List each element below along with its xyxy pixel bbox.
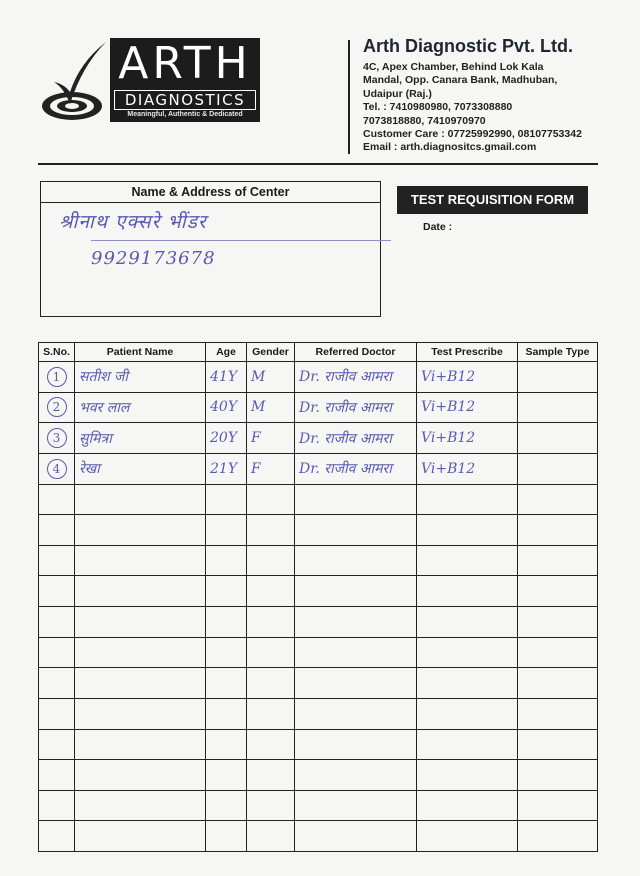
patient-name-cell[interactable] [75,698,206,729]
logo-wordmark: ARTH [118,38,252,89]
center-name-handwritten: श्रीनाथ एक्सरे भींडर [59,211,207,233]
doctor-cell[interactable] [295,607,417,638]
patient-name-cell[interactable] [75,760,206,791]
address-line: 4C, Apex Chamber, Behind Lok Kala [363,61,544,73]
test-cell[interactable] [417,637,518,668]
test-cell[interactable] [417,545,518,576]
age-cell[interactable] [206,698,247,729]
test-cell[interactable] [417,515,518,546]
sno-circle: 3 [47,428,67,448]
col-age: Age [206,343,247,362]
sno-cell [39,423,75,454]
patient-name-cell[interactable] [75,607,206,638]
test-cell[interactable]: Vi+B12 [417,392,518,423]
gender-cell[interactable] [247,821,295,852]
doctor-cell[interactable] [295,484,417,515]
phone-line: 7073818880, 7410970970 [363,114,486,127]
test-cell[interactable]: Vi+B12 [417,423,518,454]
table-row-empty[interactable] [39,729,598,760]
gender-cell[interactable] [247,484,295,515]
target-check-logo-icon [40,40,108,122]
company-name: Arth Diagnostic Pvt. Ltd. [363,36,574,56]
sample-cell[interactable] [518,760,598,791]
patient-name-cell[interactable]: सतीश जी [75,362,206,393]
test-cell[interactable] [417,668,518,699]
sno-cell[interactable] [39,637,75,668]
patient-name-cell[interactable] [75,821,206,852]
patient-name-cell[interactable] [75,576,206,607]
age-cell[interactable]: 41Y [206,362,247,393]
age-cell[interactable] [206,729,247,760]
sno-cell[interactable] [39,698,75,729]
age-cell[interactable] [206,637,247,668]
patient-name-cell[interactable]: भवर लाल [75,392,206,423]
phone-line: Tel. : 7410980980, 7073308880 [363,101,513,114]
table-row[interactable] [39,453,598,484]
doctor-cell[interactable]: Dr. राजीव आमरा [295,362,417,393]
patient-table [38,342,598,852]
sample-cell[interactable] [518,821,598,852]
table-row[interactable] [39,392,598,423]
sample-cell[interactable] [518,545,598,576]
patient-name-cell[interactable]: सुमित्रा [75,423,206,454]
table-row-empty[interactable] [39,515,598,546]
table-row-empty[interactable] [39,637,598,668]
table-row-empty[interactable] [39,790,598,821]
doctor-cell[interactable] [295,515,417,546]
doctor-cell[interactable]: Dr. राजीव आमरा [295,453,417,484]
age-cell[interactable]: 21Y [206,453,247,484]
doctor-cell[interactable] [295,821,417,852]
sample-cell[interactable] [518,576,598,607]
doctor-cell[interactable] [295,790,417,821]
doctor-cell[interactable] [295,545,417,576]
table-row-empty[interactable] [39,607,598,638]
table-row-empty[interactable] [39,545,598,576]
sno-cell[interactable] [39,821,75,852]
table-row-empty[interactable] [39,484,598,515]
sample-cell[interactable] [518,423,598,454]
age-cell[interactable]: 20Y [206,423,247,454]
table-row[interactable] [39,362,598,393]
doctor-cell[interactable]: Dr. राजीव आमरा [295,423,417,454]
test-cell[interactable] [417,729,518,760]
age-cell[interactable] [206,760,247,791]
test-cell[interactable] [417,760,518,791]
sno-cell[interactable] [39,576,75,607]
age-cell[interactable] [206,545,247,576]
col-sample-type: Sample Type [518,343,598,362]
center-phone-handwritten: 9929173678 [91,248,216,269]
sno-cell[interactable] [39,484,75,515]
center-details-box[interactable] [40,181,381,317]
gender-cell[interactable] [247,760,295,791]
brand-logo [110,38,260,122]
patient-name-cell[interactable] [75,790,206,821]
patient-name-cell[interactable] [75,668,206,699]
test-cell[interactable]: Vi+B12 [417,362,518,393]
age-cell[interactable] [206,790,247,821]
patient-name-cell[interactable] [75,729,206,760]
gender-cell[interactable] [247,790,295,821]
sno-cell [39,362,75,393]
patient-name-cell[interactable]: रेखा [75,453,206,484]
sample-cell[interactable] [518,790,598,821]
table-row-empty[interactable] [39,821,598,852]
form-title: TEST REQUISITION FORM [397,186,588,214]
gender-cell[interactable] [247,668,295,699]
doctor-cell[interactable] [295,576,417,607]
sample-cell[interactable] [518,362,598,393]
test-cell[interactable] [417,607,518,638]
gender-cell[interactable]: F [247,423,295,454]
center-heading: Name & Address of Center [41,182,380,203]
sample-cell[interactable] [518,515,598,546]
gender-cell[interactable]: F [247,453,295,484]
sample-cell[interactable] [518,729,598,760]
test-cell[interactable] [417,576,518,607]
gender-cell[interactable] [247,698,295,729]
table-row[interactable] [39,423,598,454]
age-cell[interactable] [206,515,247,546]
sample-cell[interactable] [518,698,598,729]
header-divider [348,40,350,154]
sno-circle: 2 [47,397,67,417]
sample-cell[interactable] [518,607,598,638]
sno-cell [39,453,75,484]
sno-cell[interactable] [39,607,75,638]
header-rule [38,163,598,165]
patient-name-cell[interactable] [75,515,206,546]
gender-cell[interactable]: M [247,392,295,423]
col-patient-name: Patient Name [75,343,206,362]
gender-cell[interactable] [247,545,295,576]
doctor-cell[interactable] [295,698,417,729]
test-cell[interactable] [417,484,518,515]
table-row-empty[interactable] [39,698,598,729]
sno-cell[interactable] [39,515,75,546]
sample-cell[interactable] [518,484,598,515]
email-line: Email : arth.diagnositcs.gmail.com [363,141,537,154]
sno-cell[interactable] [39,668,75,699]
sample-cell[interactable] [518,392,598,423]
test-cell[interactable]: Vi+B12 [417,453,518,484]
col-sno: S.No. [39,343,75,362]
age-cell[interactable] [206,668,247,699]
sno-circle: 1 [47,367,67,387]
sample-cell[interactable] [518,668,598,699]
patient-name-cell[interactable] [75,637,206,668]
center-underline [91,240,391,241]
gender-cell[interactable] [247,607,295,638]
doctor-cell[interactable] [295,760,417,791]
table-row-empty[interactable] [39,576,598,607]
test-cell[interactable] [417,698,518,729]
doctor-cell[interactable] [295,637,417,668]
sno-cell[interactable] [39,545,75,576]
logo-tagline: Meaningful, Authentic & Dedicated [127,111,243,118]
customer-care-line: Customer Care : 07725992990, 08107753342 [363,128,582,141]
col-referred-doctor: Referred Doctor [295,343,417,362]
doctor-cell[interactable] [295,668,417,699]
company-info [363,36,633,155]
sno-cell[interactable] [39,790,75,821]
age-cell[interactable] [206,821,247,852]
test-cell[interactable] [417,821,518,852]
age-cell[interactable] [206,484,247,515]
gender-cell[interactable]: M [247,362,295,393]
gender-cell[interactable] [247,576,295,607]
patient-name-cell[interactable] [75,545,206,576]
sno-cell[interactable] [39,760,75,791]
age-cell[interactable] [206,607,247,638]
table-row-empty[interactable] [39,668,598,699]
sno-circle: 4 [47,459,67,479]
table-header-row [39,343,598,362]
gender-cell[interactable] [247,515,295,546]
age-cell[interactable] [206,576,247,607]
sno-cell[interactable] [39,729,75,760]
table-row-empty[interactable] [39,760,598,791]
col-gender: Gender [247,343,295,362]
address-line: Mandal, Opp. Canara Bank, Madhuban, [363,74,558,87]
logo-subtext: DIAGNOSTICS [124,91,246,109]
date-label[interactable]: Date : [423,221,453,233]
sample-cell[interactable] [518,637,598,668]
address-line: Udaipur (Raj.) [363,87,432,100]
doctor-cell[interactable] [295,729,417,760]
age-cell[interactable]: 40Y [206,392,247,423]
sno-cell [39,392,75,423]
col-test-prescribe: Test Prescribe [417,343,518,362]
test-cell[interactable] [417,790,518,821]
gender-cell[interactable] [247,637,295,668]
patient-name-cell[interactable] [75,484,206,515]
gender-cell[interactable] [247,729,295,760]
sample-cell[interactable] [518,453,598,484]
doctor-cell[interactable]: Dr. राजीव आमरा [295,392,417,423]
